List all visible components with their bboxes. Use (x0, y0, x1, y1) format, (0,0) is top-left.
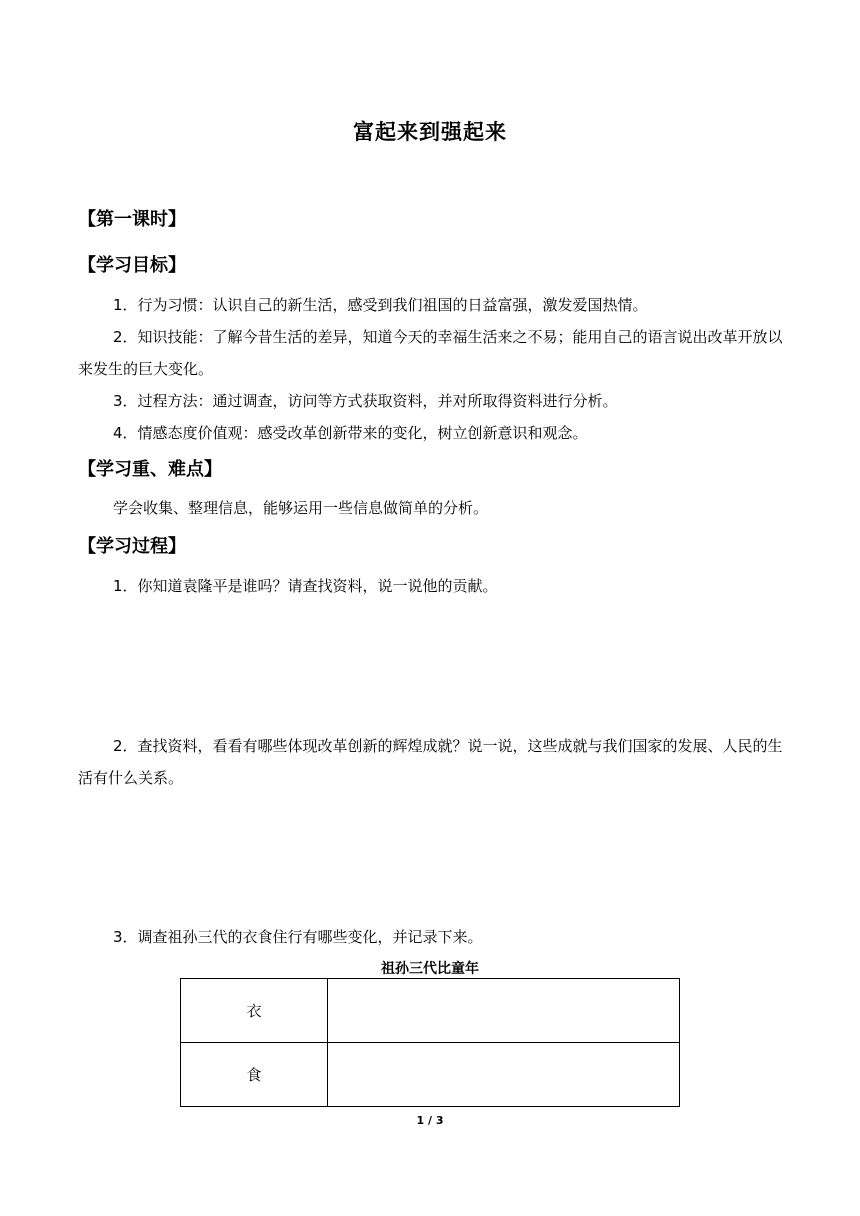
process-item-1: 1．你知道袁隆平是谁吗？请查找资料，说一说他的贡献。 (113, 577, 498, 595)
goal-item-2: 2．知识技能：了解今昔生活的差异，知道今天的幸福生活来之不易；能用自己的语言说出改革开放以来发生的巨大变化。 (78, 328, 783, 378)
table-caption: 祖孙三代比童年 (381, 961, 479, 977)
lesson-heading: 【第一课时】 (78, 209, 186, 230)
goal-item-1: 1．行为习惯：认识自己的新生活，感受到我们祖国的日益富强，激发爱国热情。 (113, 296, 648, 314)
table-row (181, 1043, 680, 1107)
process-item-3: 3．调查祖孙三代的衣食住行有哪些变化，并记录下来。 (113, 928, 483, 946)
goal-item-3: 3．过程方法：通过调查，访问等方式获取资料，并对所取得资料进行分析。 (113, 392, 618, 410)
goal-item-4: 4．情感态度价值观：感受改革创新带来的变化，树立创新意识和观念。 (113, 424, 588, 442)
page-number: 1 / 3 (416, 1114, 444, 1127)
row-value-clothing[interactable] (328, 979, 680, 1043)
key-points-text: 学会收集、整理信息，能够运用一些信息做简单的分析。 (113, 499, 489, 517)
row-label-food: 食 (181, 1043, 328, 1107)
comparison-table (180, 978, 680, 1107)
row-value-food[interactable] (328, 1043, 680, 1107)
key-points-heading: 【学习重、难点】 (78, 459, 222, 480)
row-label-clothing: 衣 (181, 979, 328, 1043)
process-item-2: 2．查找资料，看看有哪些体现改革创新的辉煌成就？说一说，这些成就与我们国家的发展、人民的生活有什么关系。 (78, 737, 783, 787)
goals-heading: 【学习目标】 (78, 255, 186, 276)
document-title: 富起来到强起来 (353, 120, 507, 144)
table-row (181, 979, 680, 1043)
process-heading: 【学习过程】 (78, 536, 186, 557)
